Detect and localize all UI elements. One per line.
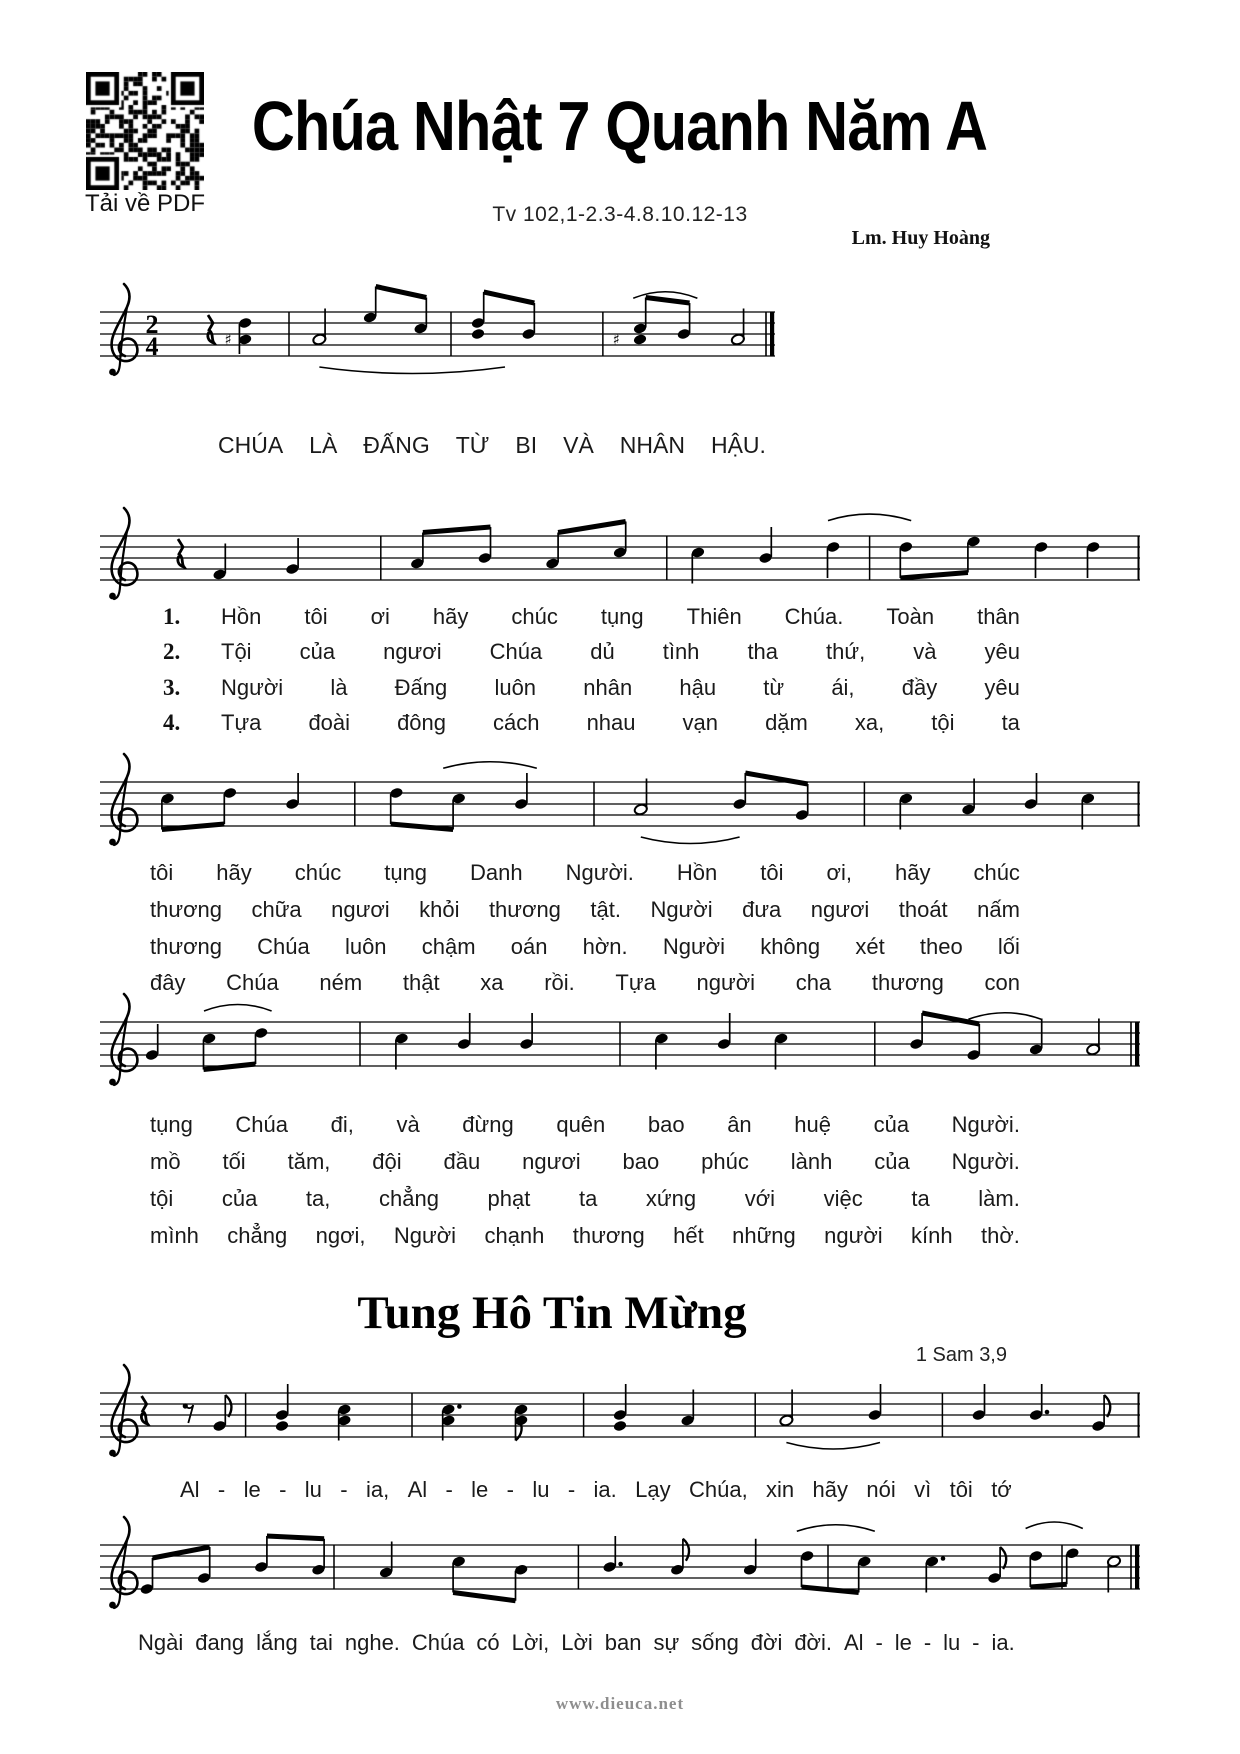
lyric-word: từ <box>763 675 785 700</box>
verse-number: 3. <box>163 675 181 700</box>
lyric-word: chúc <box>294 860 342 885</box>
lyric-row <box>150 1112 1020 1138</box>
lyric-word: đây <box>150 970 186 995</box>
composer-credit: Lm. Huy Hoàng <box>851 227 990 249</box>
lyric-word: hãy <box>894 860 931 885</box>
gospel-acclamation-heading: Tung Hô Tin Mừng <box>357 1287 747 1339</box>
lyric-word: chạnh <box>484 1223 545 1248</box>
lyric-word: hờn. <box>582 934 628 959</box>
lyric-word: Toàn <box>886 604 935 629</box>
lyric-word: TỪ <box>455 432 490 458</box>
lyric-word: huệ <box>794 1112 831 1137</box>
lyric-word: Chúa <box>411 1630 465 1655</box>
lyric-word: xét <box>855 934 885 959</box>
lyric-word: đầy <box>901 675 938 700</box>
verse-words <box>221 639 1020 665</box>
lyric-word: thương <box>150 934 222 959</box>
lyric-row <box>150 1186 1020 1212</box>
lyric-word: Người. <box>951 1112 1020 1137</box>
lyric-word: ngươi <box>810 897 870 922</box>
lyric-word: của <box>299 639 336 664</box>
lyric-word: xin <box>766 1477 795 1502</box>
lyric-word: vạn <box>682 710 719 735</box>
lyric-row <box>150 897 1020 923</box>
lyric-word: hậu <box>679 675 717 700</box>
lyric-word: Lời <box>561 1630 593 1655</box>
lyric-word: hãy <box>216 860 252 885</box>
lyric-word: cách <box>493 710 540 735</box>
lyric-word: Danh <box>470 860 523 885</box>
staff-verses-3 <box>100 978 1140 1108</box>
lyric-word: không <box>760 934 821 959</box>
lyric-word: con <box>984 970 1020 995</box>
lyric-row <box>150 1223 1020 1249</box>
lyric-word: - <box>506 1477 514 1502</box>
lyric-word: tôi <box>304 604 328 629</box>
lyric-word: - <box>972 1630 980 1655</box>
lyric-word: chữa <box>251 897 302 922</box>
lyric-word: thương <box>871 970 944 995</box>
staff-alleluia-2 <box>100 1501 1140 1631</box>
lyric-word: và <box>396 1112 420 1137</box>
lyric-word: đời <box>750 1630 783 1655</box>
lyric-word: ngươi <box>331 897 390 922</box>
lyric-word: tụng <box>600 604 644 629</box>
lyric-word: hãy <box>432 604 469 629</box>
lyric-word: Thiên <box>686 604 742 629</box>
lyric-word: thật <box>402 970 440 995</box>
lyric-word: oán <box>510 934 548 959</box>
lyric-word: của <box>873 1112 910 1137</box>
psalm-reference: Tv 102,1-2.3-4.8.10.12-13 <box>492 203 748 226</box>
lyric-word: Người <box>221 675 284 700</box>
lyric-word: đông <box>397 710 447 735</box>
lyric-word: kính <box>911 1223 953 1248</box>
lyric-word: theo <box>919 934 963 959</box>
lyric-word: Lạy <box>635 1477 671 1502</box>
lyric-word: lu <box>943 1630 961 1655</box>
lyric-word: tai <box>309 1630 333 1655</box>
lyric-word: Hồn <box>221 604 262 629</box>
lyric-word: của <box>874 1149 910 1174</box>
lyric-word: chậm <box>421 934 476 959</box>
refrain-line <box>218 432 766 459</box>
lyric-word: nhân <box>583 675 633 700</box>
lyric-word: luôn <box>344 934 387 959</box>
lyric-word: Al <box>407 1477 428 1502</box>
lyric-word: ngơi, <box>315 1223 366 1248</box>
lyric-word: tội <box>931 710 955 735</box>
lyric-word: Người <box>393 1223 457 1248</box>
verse-row-3 <box>163 675 1020 701</box>
lyric-word: LÀ <box>309 432 338 458</box>
svg-text:4: 4 <box>145 332 159 361</box>
lyric-word: Al <box>843 1630 864 1655</box>
lyric-word: chẳng <box>227 1223 288 1248</box>
staff-refrain <box>100 268 775 398</box>
lyric-word: vì <box>914 1477 932 1502</box>
lyric-word: ta <box>578 1186 598 1211</box>
verse-row-4 <box>163 710 1020 736</box>
title-wrap <box>0 86 1240 166</box>
lyric-word: ném <box>319 970 363 995</box>
lyric-word: Ngài <box>138 1630 184 1655</box>
lyric-word: Chúa. <box>784 604 844 629</box>
verse-number: 4. <box>163 710 181 735</box>
verse-words <box>221 604 1020 630</box>
lyric-word: tội <box>150 1186 174 1211</box>
lyric-word: thứ, <box>826 639 866 664</box>
lyric-word: của <box>221 1186 258 1211</box>
lyric-word: Người <box>662 934 725 959</box>
lyric-word: dủ <box>590 639 615 664</box>
lyric-word: ơi <box>370 604 390 629</box>
lyric-word: HẬU. <box>710 432 766 458</box>
lyric-word: Chúa <box>226 970 279 995</box>
staff-alleluia-1 <box>100 1349 1140 1479</box>
verse-number: 1. <box>163 604 181 629</box>
lyric-word: tha <box>747 639 779 664</box>
lyric-word: Chúa <box>235 1112 289 1137</box>
scripture-reference: 1 Sam 3,9 <box>915 1344 1007 1366</box>
lyric-word: hết <box>673 1223 704 1248</box>
lyric-word: đưa <box>742 897 782 922</box>
lyric-word: Chúa <box>489 639 543 664</box>
lyric-word: việc <box>823 1186 863 1211</box>
lyric-word: ta, <box>305 1186 331 1211</box>
lyric-word: ta <box>911 1186 930 1211</box>
lyric-word: bao <box>647 1112 685 1137</box>
lyric-word: le <box>471 1477 489 1502</box>
lyric-word: đội <box>372 1149 402 1174</box>
lyric-word: Đấng <box>394 675 448 700</box>
lyric-word: Tội <box>221 639 252 664</box>
lyric-word: người <box>696 970 756 995</box>
lyric-word: CHÚA <box>218 432 284 458</box>
lyric-word: lu <box>304 1477 322 1502</box>
lyric-word: nấm <box>977 897 1020 922</box>
lyric-word: đang <box>195 1630 245 1655</box>
lyric-word: làm. <box>978 1186 1020 1211</box>
page-title: Chúa Nhật 7 Quanh Năm A <box>252 87 988 165</box>
lyric-word: người <box>824 1223 883 1248</box>
svg-text:♯: ♯ <box>612 330 621 349</box>
lyric-word: ia. <box>991 1630 1015 1655</box>
lyric-word: - <box>923 1630 932 1655</box>
lyric-word: Al <box>180 1477 200 1502</box>
lyric-word: tình <box>662 639 700 664</box>
lyric-word: thương <box>488 897 561 922</box>
lyric-word: - <box>445 1477 453 1502</box>
verse-words <box>221 710 1020 736</box>
staff-verses-2 <box>100 738 1140 868</box>
lyric-word: rồi. <box>544 970 575 995</box>
lyric-word: thoát <box>898 897 948 922</box>
lyric-word: những <box>732 1223 796 1248</box>
lyric-word: lu <box>532 1477 550 1502</box>
website-link[interactable]: www.dieuca.net <box>555 1694 685 1713</box>
lyric-word: Chúa <box>257 934 310 959</box>
lyric-word: BI <box>515 432 538 458</box>
lyric-word: mồ <box>150 1149 181 1174</box>
lyric-word: chúc <box>511 604 558 629</box>
lyric-word: lối <box>997 934 1020 959</box>
lyric-word: ĐẤNG <box>363 432 430 458</box>
lyric-word: xa, <box>854 710 885 735</box>
lyric-word: tôi <box>949 1477 973 1502</box>
lyric-word: bao <box>622 1149 660 1174</box>
lyric-word: hãy <box>812 1477 849 1502</box>
lyric-row <box>150 860 1020 886</box>
lyric-word: sự <box>653 1630 680 1655</box>
verse-row-1 <box>163 604 1020 630</box>
lyric-word: ban <box>604 1630 642 1655</box>
lyric-word: tối <box>222 1149 246 1174</box>
lyric-word: ia. <box>593 1477 617 1502</box>
lyric-word: đời. <box>794 1630 832 1655</box>
lyric-word: nghe. <box>344 1630 400 1655</box>
lyric-word: phúc <box>701 1149 749 1174</box>
lyric-word: ia, <box>365 1477 390 1502</box>
lyric-word: VÀ <box>563 432 594 458</box>
lyric-word: chúc <box>973 860 1020 885</box>
lyric-word: ơi, <box>826 860 852 885</box>
lyric-word: sống <box>691 1630 739 1655</box>
lyric-word: và <box>913 639 937 664</box>
lyric-word: Tựa <box>221 710 262 735</box>
lyric-word: với <box>744 1186 776 1211</box>
lyric-word: Người <box>650 897 713 922</box>
lyric-word: Người. <box>951 1149 1020 1174</box>
lyric-word: lành <box>790 1149 833 1174</box>
lyric-word: ái, <box>831 675 855 700</box>
lyric-word: đừng <box>462 1112 514 1137</box>
lyric-word: thờ. <box>981 1223 1020 1248</box>
lyric-word: ta <box>1001 710 1020 735</box>
verse-number: 2. <box>163 639 181 664</box>
lyric-row <box>150 1149 1020 1175</box>
lyric-word: đi, <box>330 1112 354 1137</box>
lyric-word: dặm <box>765 710 808 735</box>
lyric-word: - <box>875 1630 883 1655</box>
lyric-word: tôi <box>760 860 784 885</box>
staff-verses-1 <box>100 492 1140 622</box>
lyric-word: tôi <box>150 860 174 885</box>
gospel-lyric-line-1 <box>180 1477 1012 1503</box>
lyric-word: ngươi <box>383 639 442 664</box>
lyric-word: đoài <box>308 710 351 735</box>
lyric-word: tớ <box>991 1477 1012 1502</box>
lyric-word: Người. <box>565 860 634 885</box>
lyric-word: NHÂN <box>619 432 685 458</box>
lyric-word: phạt <box>487 1186 531 1211</box>
lyric-row <box>150 934 1020 960</box>
lyric-word: - <box>217 1477 226 1502</box>
lyric-word: yêu <box>984 639 1020 664</box>
svg-text:♯: ♯ <box>224 330 232 349</box>
lyric-word: mình <box>150 1223 199 1248</box>
lyric-word: le <box>894 1630 912 1655</box>
lyric-word: - <box>567 1477 576 1502</box>
gospel-lyric-line-2 <box>138 1630 1015 1656</box>
lyric-word: luôn <box>494 675 537 700</box>
lyric-word: tật. <box>590 897 621 922</box>
lyric-word: - <box>340 1477 348 1502</box>
lyric-word: nói <box>866 1477 896 1502</box>
lyric-word: thương <box>150 897 222 922</box>
lyric-word: - <box>279 1477 287 1502</box>
lyric-word: ân <box>727 1112 752 1137</box>
lyric-word: yêu <box>984 675 1020 700</box>
lyric-word: tăm, <box>287 1149 331 1174</box>
lyric-word: Lời, <box>511 1630 550 1655</box>
lyric-word: xứng <box>645 1186 697 1211</box>
lyric-word: đầu <box>443 1149 481 1174</box>
lyric-word: Tựa <box>615 970 656 995</box>
lyric-word: ngươi <box>522 1149 581 1174</box>
lyric-word: le <box>243 1477 261 1502</box>
lyric-word: xa <box>480 970 504 995</box>
lyric-word: quên <box>556 1112 606 1137</box>
lyric-word: khỏi <box>419 897 460 922</box>
lyric-word: cha <box>795 970 832 995</box>
qr-caption[interactable]: Tải về PDF <box>84 190 206 217</box>
verse-words <box>221 675 1020 701</box>
lyric-word: Chúa, <box>688 1477 748 1502</box>
lyric-word: thương <box>572 1223 645 1248</box>
lyric-word: lắng <box>256 1630 298 1655</box>
svg-text:2: 2 <box>145 310 159 339</box>
lyric-word: chẳng <box>378 1186 439 1211</box>
verse-row-2 <box>163 639 1020 665</box>
lyric-word: có <box>476 1630 500 1655</box>
lyric-word: là <box>330 675 348 700</box>
lyric-word: tụng <box>384 860 428 885</box>
lyric-word: Hồn <box>676 860 718 885</box>
lyric-word: thân <box>977 604 1020 629</box>
lyric-word: nhau <box>586 710 636 735</box>
lyric-word: tụng <box>150 1112 193 1137</box>
